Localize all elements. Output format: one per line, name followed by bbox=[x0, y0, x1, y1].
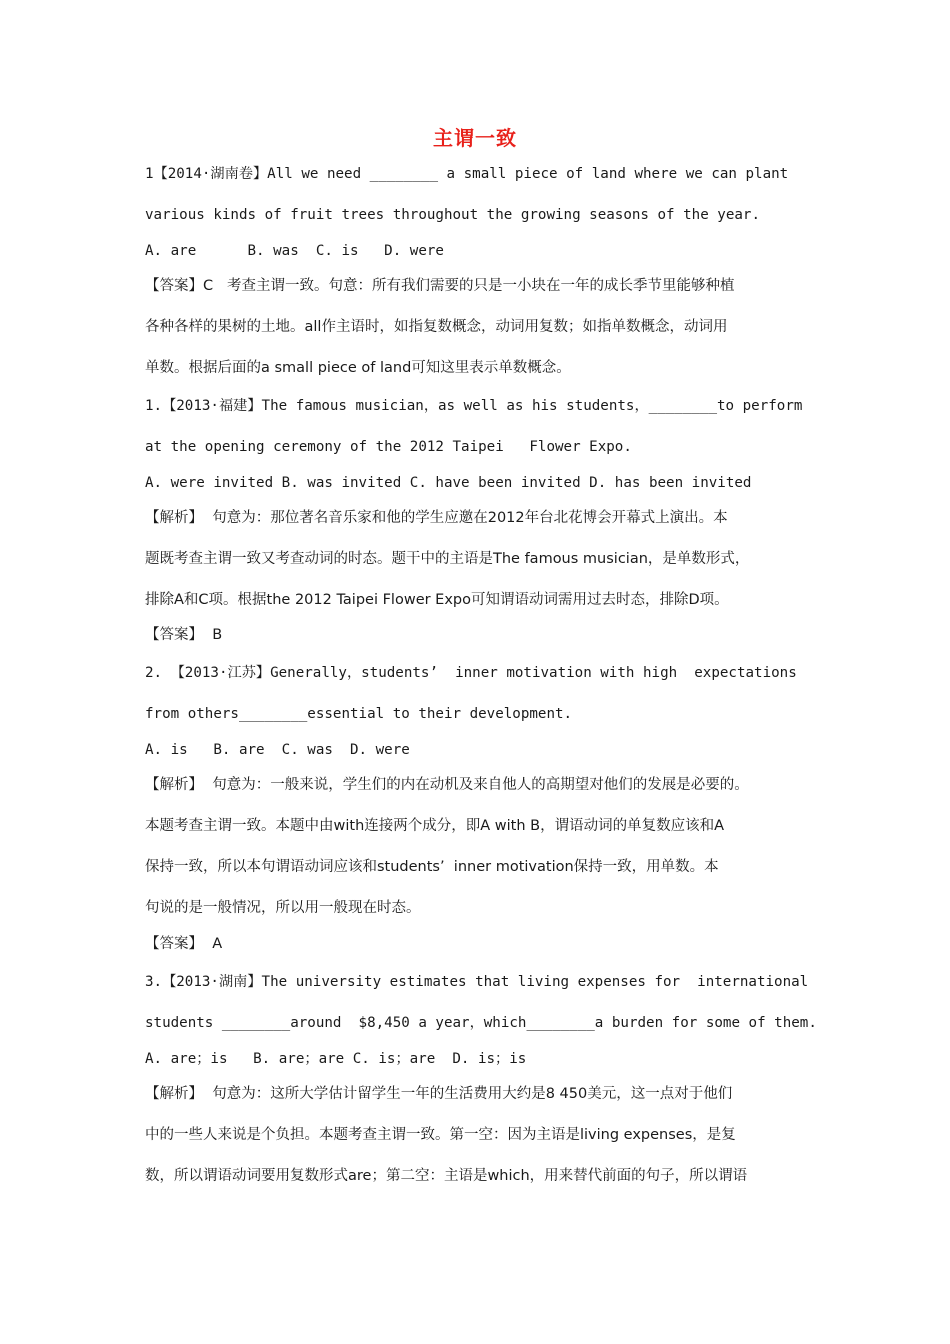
q4-options: A. are；is B. are；are C. is；are D. is；is bbox=[145, 1051, 527, 1067]
q3-line-1: 2. 【2013·江苏】Generally，students’ inner motivation with high expectations bbox=[145, 665, 797, 681]
q1-explanation-3: 单数。根据后面的a small piece of land可知这里表示单数概念。 bbox=[145, 360, 571, 376]
page-title: 主谓一致 bbox=[433, 126, 517, 150]
q2-answer: 【答案】 B bbox=[145, 627, 223, 643]
q2-line-1: 1.【2013·福建】The famous musician，as well as his students，________to perform bbox=[145, 398, 803, 414]
q3-options: A. is B. are C. was D. were bbox=[145, 742, 410, 758]
q3-analysis-4: 句说的是一般情况，所以用一般现在时态。 bbox=[145, 900, 421, 916]
q2-analysis-1: 【解析】 句意为：那位著名音乐家和他的学生应邀在2012年台北花博会开幕式上演出。本 bbox=[145, 510, 728, 526]
q4-analysis-3: 数，所以谓语动词要用复数形式are；第二空：主语是which，用来替代前面的句子，所以谓语 bbox=[145, 1168, 748, 1184]
q3-analysis-3: 保持一致，所以本句谓语动词应该和students’ inner motivation保持一致，用单数。本 bbox=[145, 859, 719, 875]
q4-analysis-2: 中的一些人来说是个负担。本题考查主谓一致。第一空：因为主语是living expenses，是复 bbox=[145, 1127, 736, 1143]
q1-line-1: 1【2014·湖南卷】All we need ________ a small piece of land where we can plant bbox=[145, 166, 789, 182]
q4-analysis-1: 【解析】 句意为：这所大学估计留学生一年的生活费用大约是8 450美元，这一点对于他们 bbox=[145, 1086, 733, 1102]
q3-analysis-2: 本题考查主谓一致。本题中由with连接两个成分，即A with B，谓语动词的单复数应该和A bbox=[145, 818, 725, 834]
q1-options: A. are B. was C. is D. were bbox=[145, 243, 444, 259]
q1-line-2: various kinds of fruit trees throughout the growing seasons of the year. bbox=[145, 207, 760, 223]
q2-options: A. were invited B. was invited C. have been invited D. has been invited bbox=[145, 475, 752, 491]
q4-line-2: students ________around $8,450 a year，which________a burden for some of them. bbox=[145, 1015, 817, 1031]
q1-answer: 【答案】C 考查主谓一致。句意：所有我们需要的只是一小块在一年的成长季节里能够种植 bbox=[145, 278, 735, 294]
q2-analysis-3: 排除A和C项。根据the 2012 Taipei Flower Expo可知谓语动词需用过去时态，排除D项。 bbox=[145, 592, 729, 608]
q2-analysis-2: 题既考查主谓一致又考查动词的时态。题干中的主语是The famous musician，是单数形式， bbox=[145, 551, 750, 567]
q3-answer: 【答案】 A bbox=[145, 936, 223, 952]
q3-line-2: from others________essential to their development. bbox=[145, 706, 573, 722]
q1-explanation-2: 各种各样的果树的土地。all作主语时，如指复数概念，动词用复数；如指单数概念，动词用 bbox=[145, 319, 728, 335]
q2-line-2: at the opening ceremony of the 2012 Taipei Flower Expo. bbox=[145, 439, 632, 455]
q3-analysis-1: 【解析】 句意为：一般来说，学生们的内在动机及来自他人的高期望对他们的发展是必要的。 bbox=[145, 777, 749, 793]
q4-line-1: 3.【2013·湖南】The university estimates that living expenses for international bbox=[145, 974, 809, 990]
